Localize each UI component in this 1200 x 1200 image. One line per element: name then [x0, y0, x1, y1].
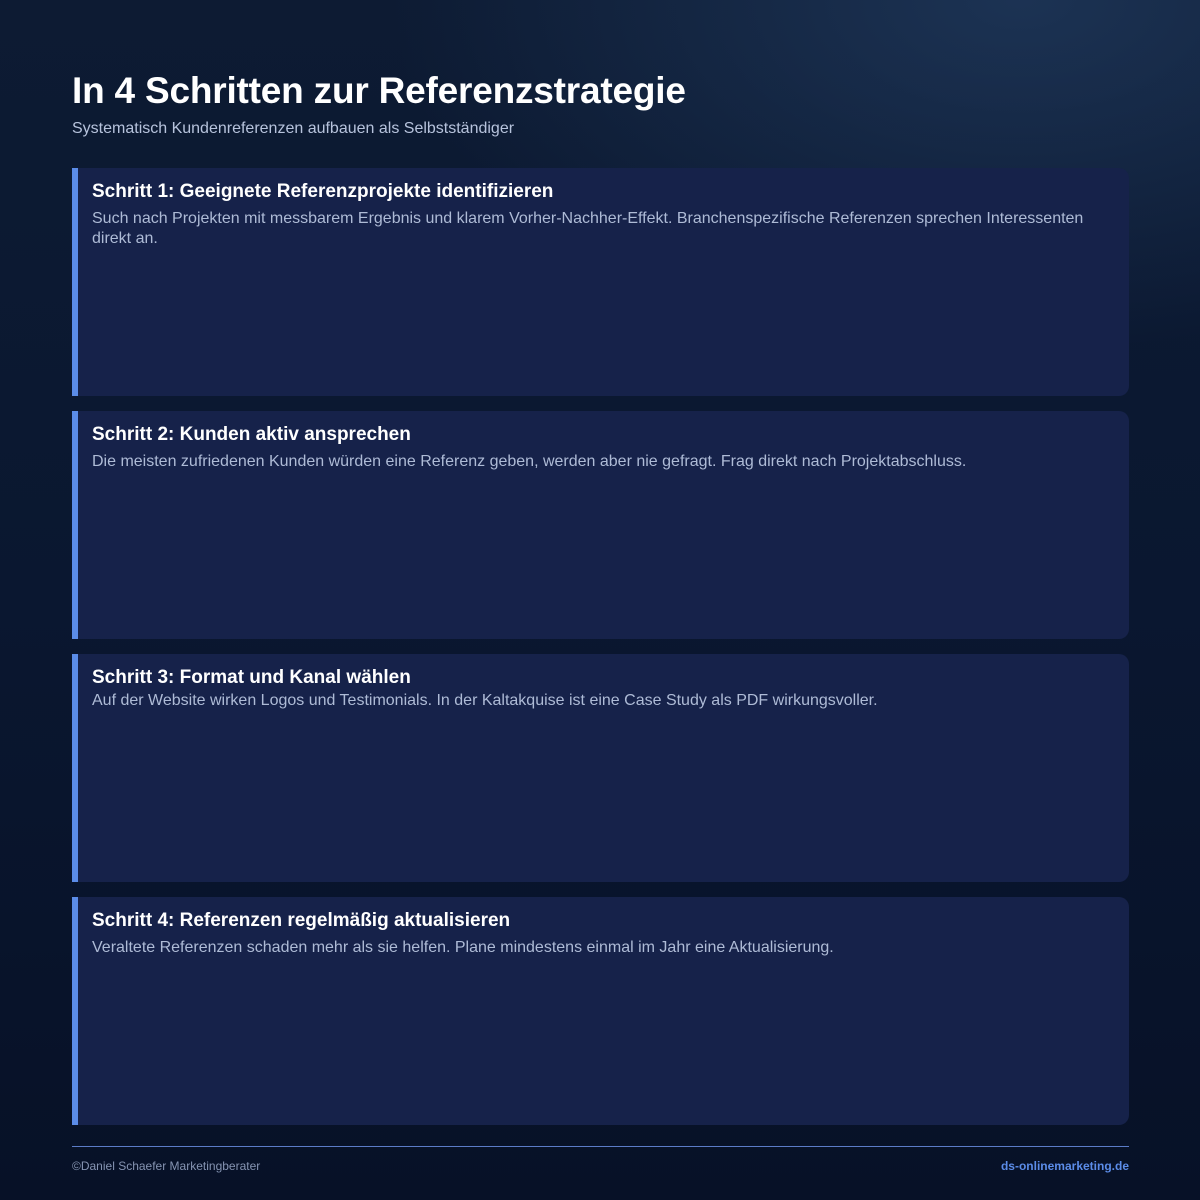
step-description: Die meisten zufriedenen Kunden würden eine Referenz geben, werden aber nie gefragt. Frag direkt nach Projektabschluss. — [92, 453, 967, 470]
step-title: Schritt 2: Kunden aktiv ansprechen — [92, 424, 411, 445]
website-link[interactable]: ds-onlinemarketing.de — [1000, 1159, 1129, 1173]
copyright-text: ©Daniel Schaefer Marketingberater — [72, 1159, 261, 1173]
step-card-2 — [72, 411, 1129, 639]
step-card-3 — [72, 654, 1129, 882]
header — [72, 68, 1128, 139]
steps-list — [72, 168, 1129, 1140]
step-card-1 — [72, 168, 1129, 396]
step-description: Such nach Projekten mit messbarem Ergebnis und klarem Vorher-Nachher-Effekt. Branchenspezifische Referenzen sprechen Interessenten direkt an. — [92, 210, 1084, 247]
step-title: Schritt 3: Format und Kanal wählen — [92, 667, 411, 688]
footer — [72, 1146, 1129, 1173]
step-title: Schritt 4: Referenzen regelmäßig aktualisieren — [92, 910, 511, 931]
step-description: Auf der Website wirken Logos und Testimonials. In der Kaltakquise ist eine Case Study als PDF wirkungsvoller. — [92, 692, 878, 709]
page-subtitle: Systematisch Kundenreferenzen aufbauen als Selbstständiger — [72, 120, 515, 137]
step-description: Veraltete Referenzen schaden mehr als sie helfen. Plane mindestens einmal im Jahr eine Aktualisierung. — [92, 939, 834, 956]
step-title: Schritt 1: Geeignete Referenzprojekte identifizieren — [92, 181, 554, 202]
page-title: In 4 Schritten zur Referenzstrategie — [72, 70, 686, 111]
step-card-4 — [72, 897, 1129, 1125]
